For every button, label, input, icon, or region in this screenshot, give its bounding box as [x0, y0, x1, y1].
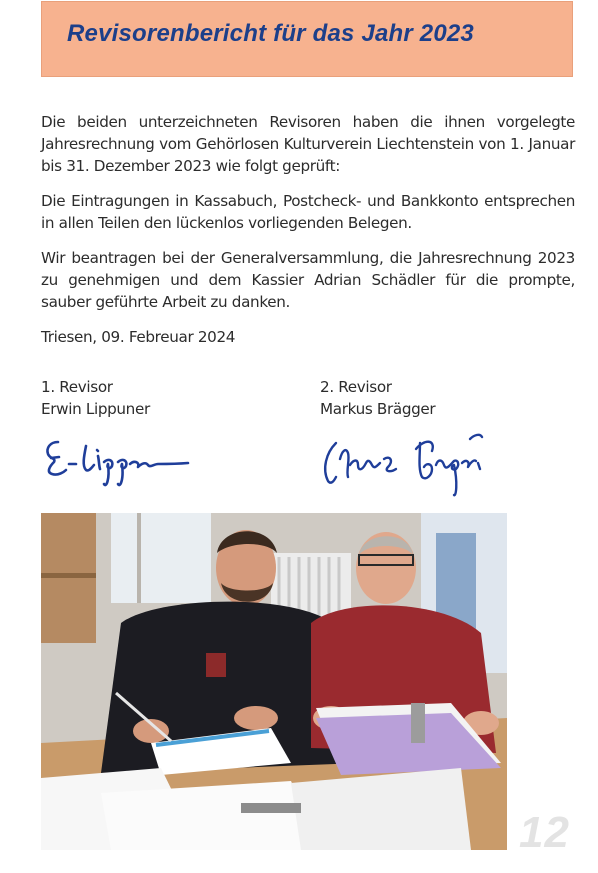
- revisor-2-name: Markus Brägger: [320, 400, 436, 418]
- signature-erwin-lippuner-icon: [42, 432, 194, 492]
- photo-two-men-signing-documents: [41, 513, 507, 850]
- date-line: Triesen, 09. Febreuar 2024: [41, 328, 236, 346]
- revisor-2-block: [320, 376, 435, 420]
- paragraph-audit-scope: Die beiden unterzeichneten Revisoren haben die ihnen vorgelegte Jahresrechnung vom Gehörlosen Kulturverein Liechtenstein von 1. Januar bis 31. Dezember 2023 wie folgt geprüft:: [41, 113, 575, 175]
- revisor-1-role: 1. Revisor: [41, 378, 113, 396]
- title-banner: [41, 1, 573, 77]
- page-number: 12: [519, 808, 570, 857]
- report-body: [41, 111, 575, 361]
- page-title: Revisorenbericht für das Jahr 2023: [67, 20, 474, 47]
- revisor-2-role: 2. Revisor: [320, 378, 392, 396]
- revisor-1-block: [41, 376, 150, 420]
- paragraph-audit-result: Die Eintragungen in Kassabuch, Postcheck- und Bankkonto entsprechen in allen Teilen den lückenlos vorliegenden Belegen.: [41, 192, 575, 232]
- paragraph-motion: Wir beantragen bei der Generalversammlung, die Jahresrechnung 2023 zu genehmigen und dem Kassier Adrian Schädler für die prompte, sauber geführte Arbeit zu danken.: [41, 249, 575, 311]
- signature-markus-braegger-icon: [320, 425, 500, 501]
- revisor-1-name: Erwin Lippuner: [41, 400, 150, 418]
